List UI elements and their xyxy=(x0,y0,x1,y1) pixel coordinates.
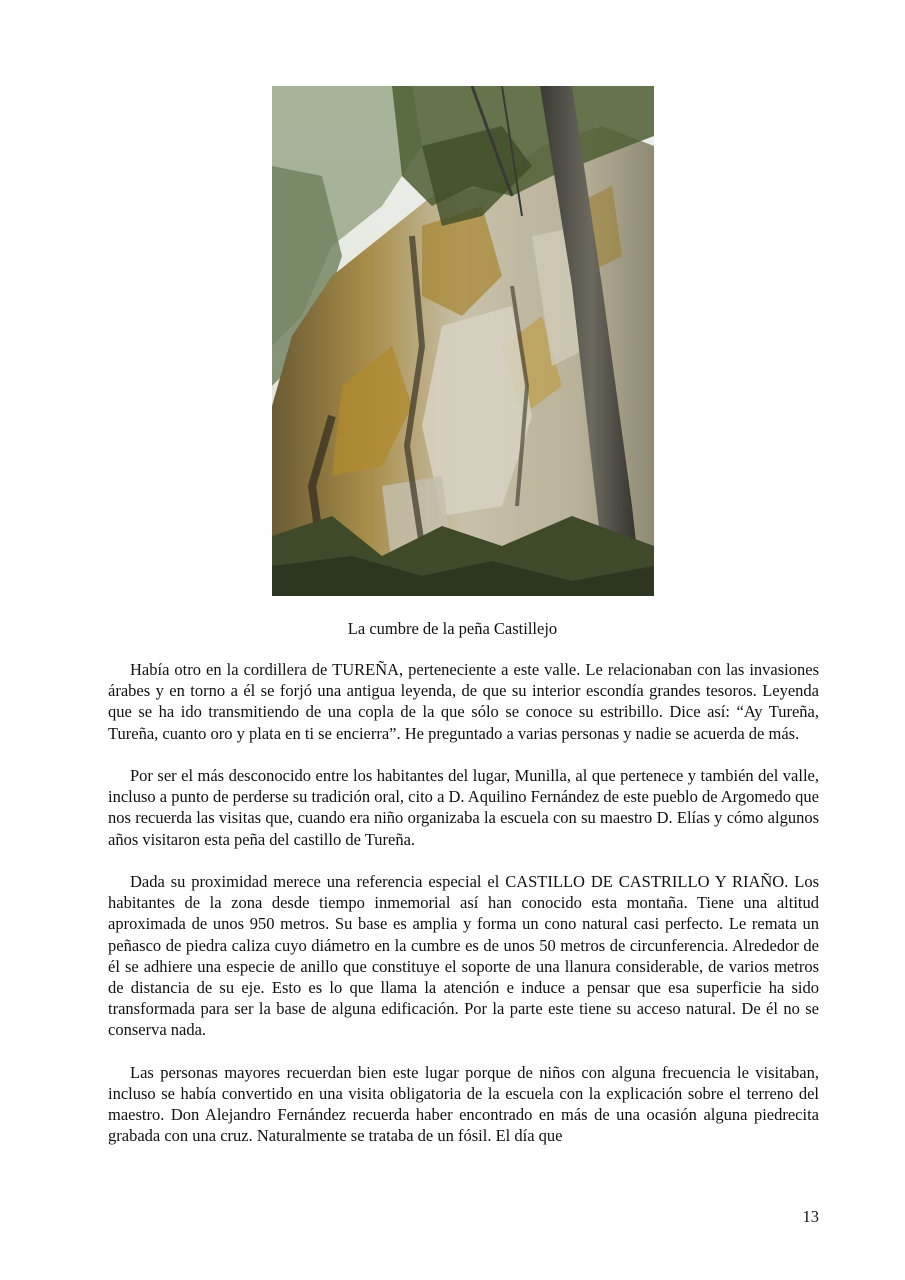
rock-cliff-illustration xyxy=(272,86,654,596)
paragraph-personas-mayores: Las personas mayores recuerdan bien este lugar porque de niños con alguna frecuencia le visitaban, incluso se había convertido en una visita obligatoria de la escuela con la explicación sobre el terreno del maestro. Don Alejandro Fernández recuerda haber encontrado en más de una ocasión alguna piedrecita grabada con una cruz. Naturalmente se trataba de un fósil. El día que xyxy=(108,1062,819,1146)
body-text xyxy=(108,659,819,1168)
paragraph-munilla: Por ser el más desconocido entre los habitantes del lugar, Munilla, al que pertenece y también del valle, incluso a punto de perderse su tradición oral, cito a D. Aquilino Fernández de este pueblo de Argomedo que nos recuerda las visitas que, cuando era niño organizaba la escuela con su maestro D. Elías y cómo algunos años visitaron esta peña del castillo de Tureña. xyxy=(108,766,819,849)
paragraph-tureña: Había otro en la cordillera de TUREÑA, perteneciente a este valle. Le relacionaban con las invasiones árabes y en torno a él se forjó una antigua leyenda, de que su interior escondía grandes tesoros. Leyenda que se ha ido transmitiendo de una copla de la que sólo se conoce su estribillo. Dice así: “Ay Tureña, Tureña, cuanto oro y plata en ti se encierra”. He preguntado a varias personas y nadie se acuerda de más. xyxy=(108,660,819,743)
rock-cliff-photo xyxy=(272,86,654,596)
photo-caption: La cumbre de la peña Castillejo xyxy=(347,619,558,638)
page-number: 13 xyxy=(802,1207,819,1226)
paragraph-castrillo: Dada su proximidad merece una referencia especial el CASTILLO DE CASTRILLO Y RIAÑO. Los habitantes de la zona desde tiempo inmemorial así han conocido esta montaña. Tiene una altitud aproximada de unos 950 metros. Su base es amplia y forma un cono natural casi perfecto. Le remata un peñasco de piedra caliza cuyo diámetro en la cumbre es de unos 50 metros de circunferencia. Alrededor de él se adhiere una especie de anillo que constituye el soporte de una llanura considerable, de varios metros de distancia de su eje. Esto es lo que llama la atención e induce a pensar que esa superficie ha sido transformada para ser la base de alguna edificación. Por la parte este tiene su acceso natural. De él no se conserva nada. xyxy=(108,872,819,1040)
